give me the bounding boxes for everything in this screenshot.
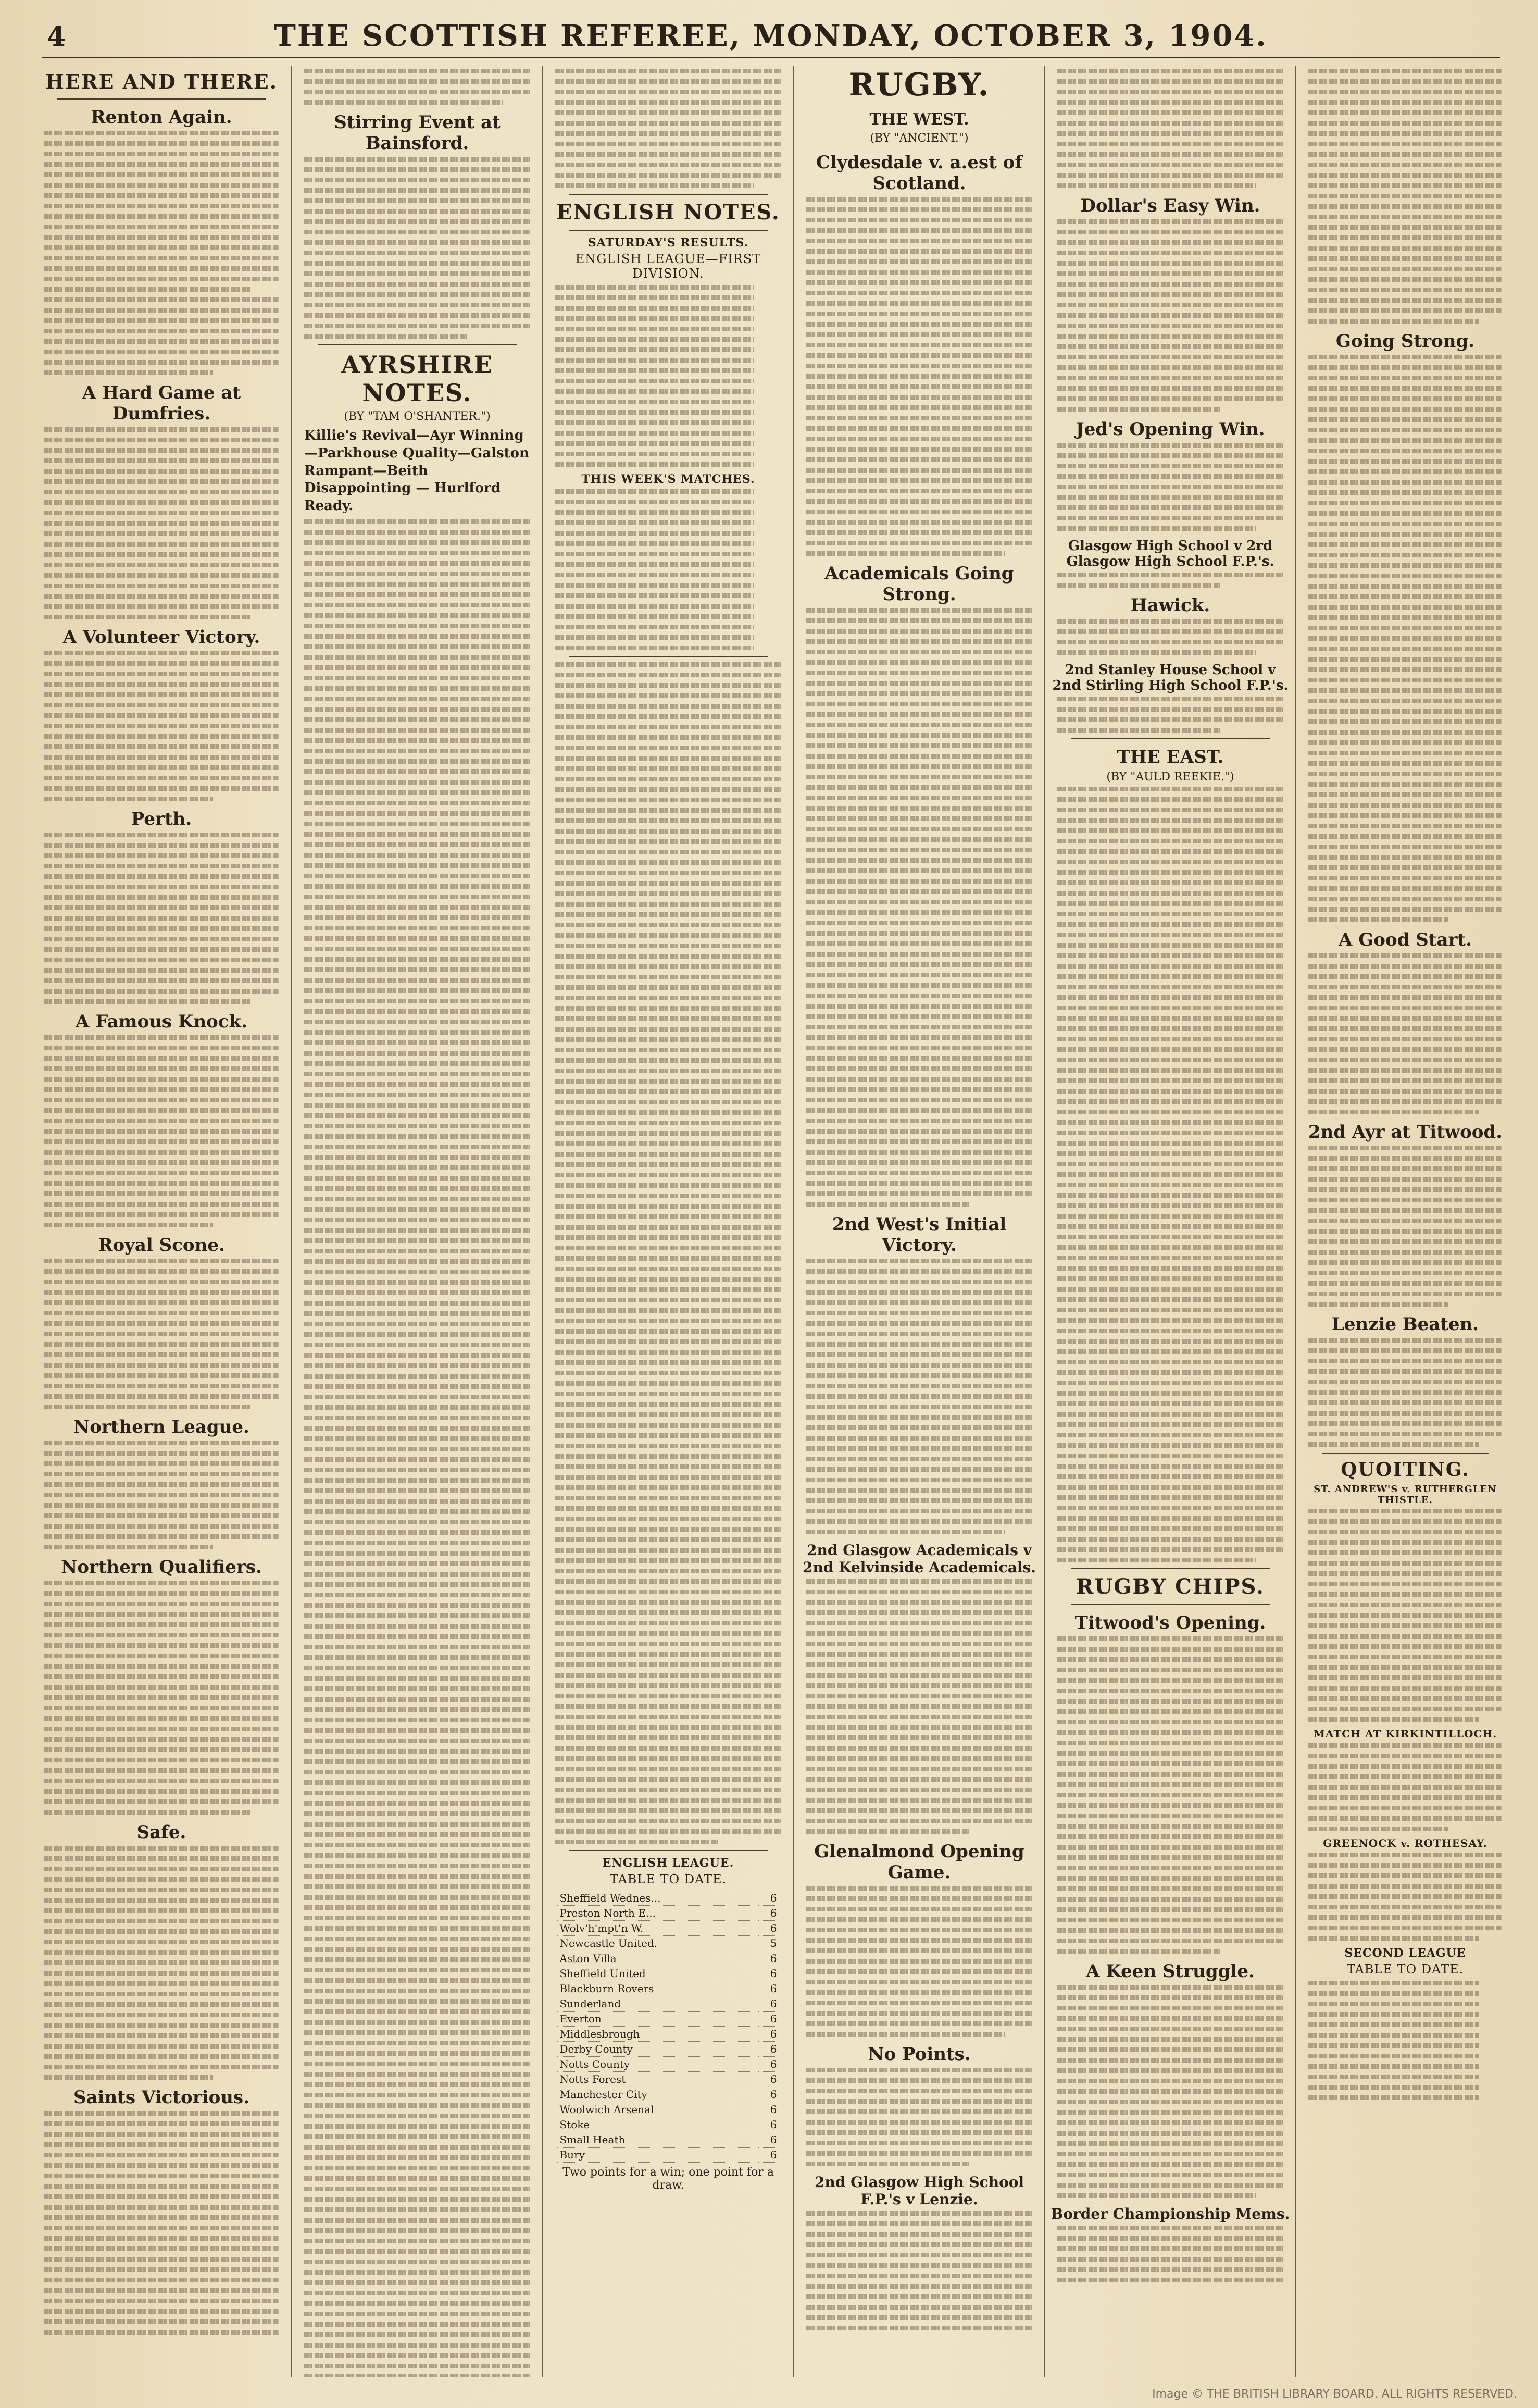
article-body [1057, 69, 1283, 188]
league-row [557, 2117, 779, 2132]
section-subheading: THE WEST. [869, 110, 969, 129]
played-count: 6 [758, 1906, 779, 1921]
league-row [557, 1891, 779, 1906]
played-count: 6 [758, 2042, 779, 2057]
article-title: Safe. [136, 1822, 186, 1843]
article-title: No Points. [868, 2044, 971, 2065]
team-name: Blackburn Rovers [557, 1981, 758, 1996]
section-heading: HERE AND THERE. [45, 70, 278, 93]
article-body [44, 2111, 279, 2335]
column-rugby-east [1050, 66, 1291, 2377]
article-body [1057, 1985, 1283, 2198]
team-name: Bury [557, 2148, 758, 2163]
article-body [1308, 953, 1502, 1114]
week-matches-heading: THIS WEEK'S MATCHES. [581, 473, 755, 486]
played-count: 6 [758, 2117, 779, 2132]
league-note: Two points for a win; one point for a draw. [562, 2166, 774, 2192]
team-name: Everton [557, 2012, 758, 2027]
article-body [806, 2211, 1032, 2330]
byline: (BY "ANCIENT.") [870, 132, 969, 145]
league-heading: SECOND LEAGUE [1344, 1946, 1466, 1960]
column-rugby-west [799, 66, 1040, 2377]
article-body [1308, 69, 1502, 324]
team-name: Woolwich Arsenal [557, 2102, 758, 2117]
article-title: Northern League. [73, 1417, 249, 1437]
league-row [557, 2102, 779, 2117]
article-title: Stirring Event at Bainsford. [334, 112, 501, 154]
byline: (BY "TAM O'SHANTER.") [344, 410, 491, 423]
article-title: A Keen Struggle. [1086, 1961, 1255, 1982]
league-subheading: TABLE TO DATE. [1346, 1962, 1464, 1977]
league-row [557, 2042, 779, 2057]
article-body [1308, 1146, 1502, 1307]
league-row [557, 1921, 779, 1936]
team-name: Notts County [557, 2057, 758, 2072]
league-row [557, 1951, 779, 1966]
column-english-notes [548, 66, 789, 2377]
league-row [557, 1981, 779, 1996]
league-row [557, 1906, 779, 1921]
article-body [44, 1035, 279, 1227]
league-row [557, 2132, 779, 2148]
played-count: 6 [758, 2087, 779, 2102]
column-here-and-there [36, 66, 286, 2377]
article-body [806, 608, 1032, 1207]
match-title: MATCH AT KIRKINTILLOCH. [1313, 1728, 1497, 1740]
article-title: Border Championship Mems. [1051, 2205, 1290, 2223]
article-body [44, 833, 279, 1004]
match-subheading: ST. ANDREW'S v. RUTHERGLEN THISTLE. [1314, 1484, 1497, 1506]
league-row [557, 2057, 779, 2072]
article-body [806, 1579, 1032, 1834]
league-row [557, 2012, 779, 2027]
article-body [806, 1259, 1032, 1534]
league-row [557, 2027, 779, 2042]
article-body [555, 69, 781, 188]
divider [569, 656, 768, 657]
article-title: Renton Again. [91, 107, 232, 128]
section-heading: ENGLISH NOTES. [556, 200, 780, 225]
results-heading: SATURDAY'S RESULTS. [587, 236, 749, 250]
results-list [555, 285, 781, 467]
article-body [1057, 697, 1283, 733]
article-title: Jed's Opening Win. [1076, 419, 1265, 440]
team-name: Sheffield Wednes... [557, 1891, 758, 1906]
article-title: 2nd Ayr at Titwood. [1308, 1122, 1503, 1143]
team-name: Preston North E... [557, 1906, 758, 1921]
fixtures-list [555, 489, 781, 650]
article-body [44, 1581, 279, 1815]
article-body [44, 1441, 279, 1549]
team-name: Notts Forest [557, 2072, 758, 2087]
section-heading: THE EAST. [1117, 747, 1224, 767]
team-name: Wolv'h'mpt'n W. [557, 1921, 758, 1936]
played-count: 6 [758, 1951, 779, 1966]
played-count: 6 [758, 1921, 779, 1936]
team-name: Stoke [557, 2117, 758, 2132]
page-header [42, 9, 1500, 59]
divider [57, 98, 266, 100]
team-name: Newcastle United. [557, 1936, 758, 1951]
article-title: Glasgow High School v 2rd Glasgow High School F.P.'s. [1066, 538, 1274, 569]
league-row [557, 1966, 779, 1981]
divider [569, 194, 768, 195]
page-number: 4 [47, 21, 66, 53]
article-title: 2nd Glasgow Academicals v 2nd Kelvinside Academicals. [802, 1542, 1036, 1576]
article-title: A Hard Game at Dumfries. [82, 382, 241, 424]
column-rule [291, 66, 292, 2377]
column-rule [793, 66, 794, 2377]
column-rule [1295, 66, 1296, 2377]
played-count: 6 [758, 2012, 779, 2027]
article-body [1057, 619, 1283, 655]
article-body [44, 1846, 279, 2080]
played-count: 6 [758, 2027, 779, 2042]
article-title: Lenzie Beaten. [1331, 1314, 1479, 1335]
played-count: 6 [758, 1891, 779, 1906]
article-body [304, 157, 530, 339]
article-body [1057, 573, 1283, 588]
article-body [555, 662, 781, 1844]
league-row [557, 1936, 779, 1951]
league-table [557, 1891, 779, 2163]
article-body [806, 2068, 1032, 2166]
article-title: A Famous Knock. [76, 1011, 247, 1032]
league-subheading: TABLE TO DATE. [609, 1872, 727, 1886]
section-heading: AYRSHIRE NOTES. [341, 351, 493, 407]
article-title: Saints Victorious. [73, 2087, 249, 2108]
league-row [557, 2148, 779, 2163]
team-name: Small Heath [557, 2132, 758, 2148]
divider [318, 344, 517, 345]
masthead: THE SCOTTISH REFEREE, MONDAY, OCTOBER 3, 1904. [274, 19, 1268, 53]
column-rule [542, 66, 543, 2377]
article-body [44, 131, 279, 375]
article-title: 2nd Glasgow High School F.P.'s v Lenzie. [814, 2174, 1024, 2208]
league-table [1308, 1981, 1502, 2100]
played-count: 6 [758, 1966, 779, 1981]
article-body [304, 519, 530, 2377]
team-name: Derby County [557, 2042, 758, 2057]
divider [1322, 1453, 1489, 1454]
team-name: Aston Villa [557, 1951, 758, 1966]
article-title: 2nd West's Initial Victory. [832, 1214, 1007, 1256]
article-body [1057, 219, 1283, 412]
byline: (BY "AULD REEKIE.") [1106, 771, 1234, 784]
article-body [304, 69, 530, 105]
article-title: Hawick. [1130, 595, 1210, 616]
played-count: 6 [758, 2148, 779, 2163]
column-rule [1044, 66, 1045, 2377]
divider [1071, 1568, 1270, 1569]
played-count: 6 [758, 1981, 779, 1996]
team-name: Sheffield United [557, 1966, 758, 1981]
article-title: A Good Start. [1339, 929, 1472, 950]
article-body [44, 1259, 279, 1409]
article-body [1308, 1338, 1502, 1447]
played-count: 6 [758, 2057, 779, 2072]
article-body [1057, 2226, 1283, 2282]
article-title: A Volunteer Victory. [62, 627, 260, 648]
section-heading: RUGBY CHIPS. [1076, 1574, 1265, 1599]
article-title: Titwood's Opening. [1074, 1612, 1266, 1633]
divider [1071, 738, 1270, 739]
article-title: Dollar's Easy Win. [1080, 195, 1260, 216]
section-intro: Killie's Revival—Ayr Winning—Parkhouse Quality—Galston Rampant—Beith Disappointing — Hurlford Ready. [304, 428, 529, 514]
article-body [44, 427, 279, 619]
section-heading: QUOITING. [1341, 1459, 1470, 1481]
article-body [806, 197, 1032, 556]
article-title: Academicals Going Strong. [824, 563, 1014, 605]
played-count: 6 [758, 2132, 779, 2148]
article-body [1308, 1853, 1502, 1941]
match-title: GREENOCK v. ROTHESAY. [1323, 1837, 1487, 1850]
league-heading: ENGLISH LEAGUE. [602, 1856, 734, 1870]
article-body [1308, 355, 1502, 922]
article-body [1057, 443, 1283, 531]
article-body [1057, 1636, 1283, 1954]
article-title: Royal Scone. [98, 1235, 225, 1256]
divider [569, 1850, 768, 1851]
article-body [1057, 787, 1283, 1562]
column-ayrshire [297, 66, 537, 2377]
article-body [1308, 1509, 1502, 1722]
team-name: Middlesbrough [557, 2027, 758, 2042]
divider [1071, 1604, 1270, 1605]
league-row [557, 2072, 779, 2087]
divider [569, 230, 768, 231]
played-count: 6 [758, 2102, 779, 2117]
copyright-credit: Image © THE BRITISH LIBRARY BOARD. ALL RIGHTS RESERVED. [1152, 2388, 1517, 2401]
article-body [806, 1886, 1032, 2037]
article-title: Perth. [131, 809, 192, 829]
results-subheading: ENGLISH LEAGUE—FIRST DIVISION. [575, 252, 761, 281]
article-title: 2nd Stanley House School v 2nd Stirling High School F.P.'s. [1052, 662, 1289, 693]
played-count: 6 [758, 1996, 779, 2012]
article-title: Northern Qualifiers. [61, 1557, 262, 1578]
article-body [1308, 1743, 1502, 1831]
article-title: Clydesdale v. a.est of Scotland. [816, 152, 1022, 194]
team-name: Sunderland [557, 1996, 758, 2012]
league-row [557, 2087, 779, 2102]
article-title: Glenalmond Opening Game. [814, 1841, 1024, 1883]
played-count: 6 [758, 2072, 779, 2087]
section-heading: RUGBY. [848, 67, 990, 103]
article-body [44, 651, 279, 801]
column-quoiting [1301, 66, 1509, 2377]
team-name: Manchester City [557, 2087, 758, 2102]
league-row [557, 1996, 779, 2012]
played-count: 5 [758, 1936, 779, 1951]
article-title: Going Strong. [1335, 331, 1475, 352]
